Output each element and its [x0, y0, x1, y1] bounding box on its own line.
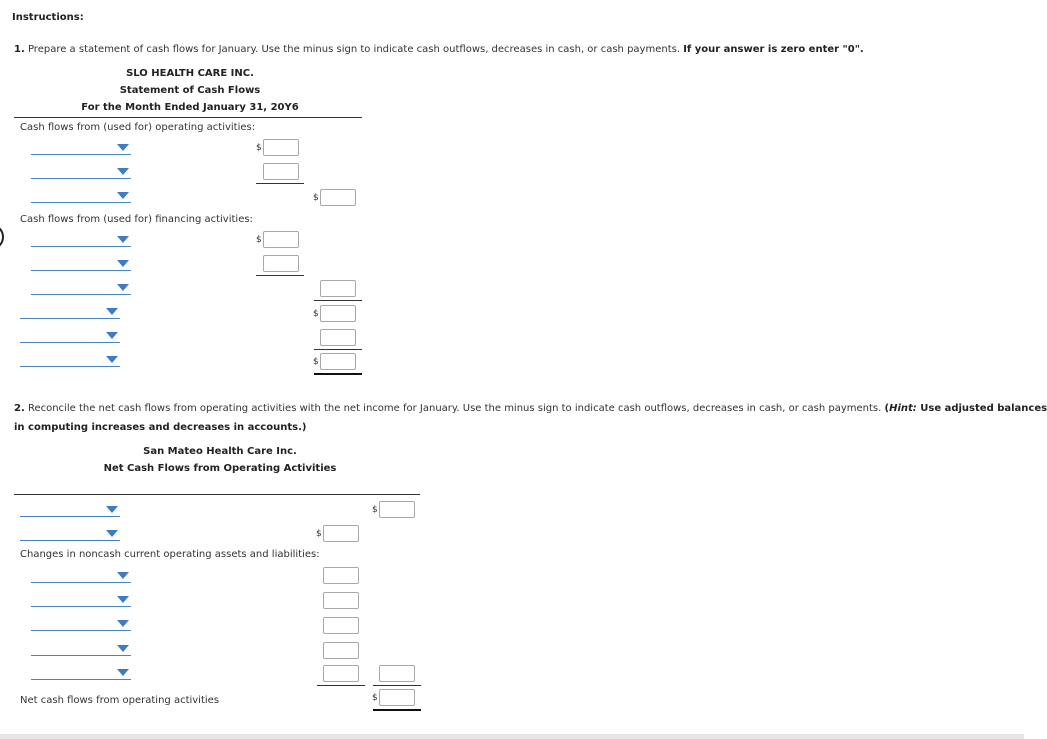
- edge-circle-icon: [0, 224, 4, 250]
- q1-instruction: [14, 44, 864, 55]
- operating-net-input[interactable]: [320, 189, 356, 206]
- q2-hint: [885, 403, 1047, 414]
- chevron-down-icon: [117, 144, 129, 151]
- q2-text: Reconcile the net cash flows from operating activities with the net income for January. Use the minus sign to indicate cash outflows, decreases in cash, or cash payments.: [27, 403, 882, 414]
- chevron-down-icon: [117, 669, 129, 676]
- chevron-down-icon: [106, 356, 118, 363]
- chevron-down-icon: [106, 308, 118, 315]
- dollar-sign: $: [372, 693, 378, 703]
- q2-number: 2.: [14, 403, 25, 414]
- net-cash-flows-double-rule: [373, 709, 421, 711]
- net-cash-flows-label: Net cash flows from operating activities: [20, 695, 220, 706]
- net-financing-rule: [314, 300, 362, 301]
- change-input-5[interactable]: [323, 665, 359, 682]
- operating-input-2[interactable]: [263, 163, 299, 180]
- financing-dropdown-2[interactable]: [31, 256, 131, 271]
- q1-statement-period: For the Month Ended January 31, 20Y6: [81, 102, 299, 113]
- operating-dropdown-3[interactable]: [31, 188, 131, 203]
- dollar-sign: $: [316, 529, 322, 539]
- financing-subtotal-rule: [256, 275, 304, 276]
- operating-dropdown-1[interactable]: [31, 140, 131, 155]
- q2-hint-paren: (: [884, 403, 890, 414]
- summary-input-2[interactable]: [320, 329, 356, 346]
- financing-input-2[interactable]: [263, 255, 299, 272]
- chevron-down-icon: [117, 596, 129, 603]
- q2-instruction: [14, 403, 1047, 414]
- chevron-down-icon: [117, 192, 129, 199]
- financing-net-input[interactable]: [320, 280, 356, 297]
- change-dropdown-1[interactable]: [31, 568, 131, 583]
- instructions-heading: Instructions:: [12, 12, 84, 23]
- summary-rule: [314, 349, 362, 350]
- dollar-sign: $: [256, 143, 262, 153]
- summary-dropdown-2[interactable]: [20, 328, 120, 343]
- q2-title: Net Cash Flows from Operating Activities: [103, 463, 337, 474]
- net-cash-flows-input[interactable]: [379, 689, 415, 706]
- q1-header-rule: [14, 117, 362, 118]
- reconcile-dropdown-2[interactable]: [20, 526, 120, 541]
- chevron-down-icon: [117, 645, 129, 652]
- q1-company-name: SLO HEALTH CARE INC.: [126, 68, 254, 79]
- changes-rule: [317, 685, 365, 686]
- q1-number: 1.: [14, 44, 25, 55]
- chevron-down-icon: [117, 168, 129, 175]
- chevron-down-icon: [117, 260, 129, 267]
- q2-hint-label: Hint:: [889, 403, 917, 414]
- change-dropdown-5[interactable]: [31, 665, 131, 680]
- changes-total-rule: [373, 685, 421, 686]
- q2-hint-text: Use adjusted balances: [920, 403, 1047, 414]
- chevron-down-icon: [117, 284, 129, 291]
- dollar-sign: $: [256, 235, 262, 245]
- summary-input-3[interactable]: [320, 353, 356, 370]
- chevron-down-icon: [117, 236, 129, 243]
- changes-label: Changes in noncash current operating assets and liabilities:: [20, 549, 320, 560]
- change-dropdown-3[interactable]: [31, 616, 131, 631]
- operating-input-1[interactable]: [263, 139, 299, 156]
- chevron-down-icon: [106, 530, 118, 537]
- q1-statement-title: Statement of Cash Flows: [119, 85, 261, 96]
- dollar-sign: $: [313, 193, 319, 203]
- chevron-down-icon: [117, 620, 129, 627]
- reconcile-dropdown-1[interactable]: [20, 502, 120, 517]
- summary-double-rule: [314, 373, 362, 375]
- dollar-sign: $: [313, 357, 319, 367]
- change-input-1[interactable]: [323, 567, 359, 584]
- q1-zero-note: If your answer is zero enter "0".: [683, 44, 864, 55]
- change-dropdown-2[interactable]: [31, 592, 131, 607]
- financing-activities-label: Cash flows from (used for) financing activities:: [20, 214, 253, 225]
- q2-header-rule: [14, 494, 420, 495]
- chevron-down-icon: [106, 332, 118, 339]
- summary-dropdown-1[interactable]: [20, 304, 120, 319]
- reconcile-input-2[interactable]: [323, 525, 359, 542]
- financing-dropdown-3[interactable]: [31, 280, 131, 295]
- changes-total-input[interactable]: [379, 665, 415, 682]
- reconcile-input-1[interactable]: [379, 501, 415, 518]
- dollar-sign: $: [372, 505, 378, 515]
- summary-input-1[interactable]: [320, 305, 356, 322]
- dollar-sign: $: [313, 309, 319, 319]
- q1-text: Prepare a statement of cash flows for January. Use the minus sign to indicate cash outflows, decreases in cash, or cash payments.: [27, 44, 681, 55]
- financing-dropdown-1[interactable]: [31, 232, 131, 247]
- operating-activities-label: Cash flows from (used for) operating activities:: [20, 122, 256, 133]
- change-input-2[interactable]: [323, 592, 359, 609]
- operating-dropdown-2[interactable]: [31, 164, 131, 179]
- change-input-4[interactable]: [323, 642, 359, 659]
- bottom-scrollbar: [0, 734, 1024, 739]
- change-dropdown-4[interactable]: [31, 641, 131, 656]
- q2-company-name: San Mateo Health Care Inc.: [143, 446, 297, 457]
- operating-subtotal-rule: [256, 183, 304, 184]
- chevron-down-icon: [106, 506, 118, 513]
- change-input-3[interactable]: [323, 617, 359, 634]
- summary-dropdown-3[interactable]: [20, 352, 120, 367]
- financing-input-1[interactable]: [263, 231, 299, 248]
- q2-instruction-line2: in computing increases and decreases in accounts.): [14, 422, 307, 433]
- chevron-down-icon: [117, 572, 129, 579]
